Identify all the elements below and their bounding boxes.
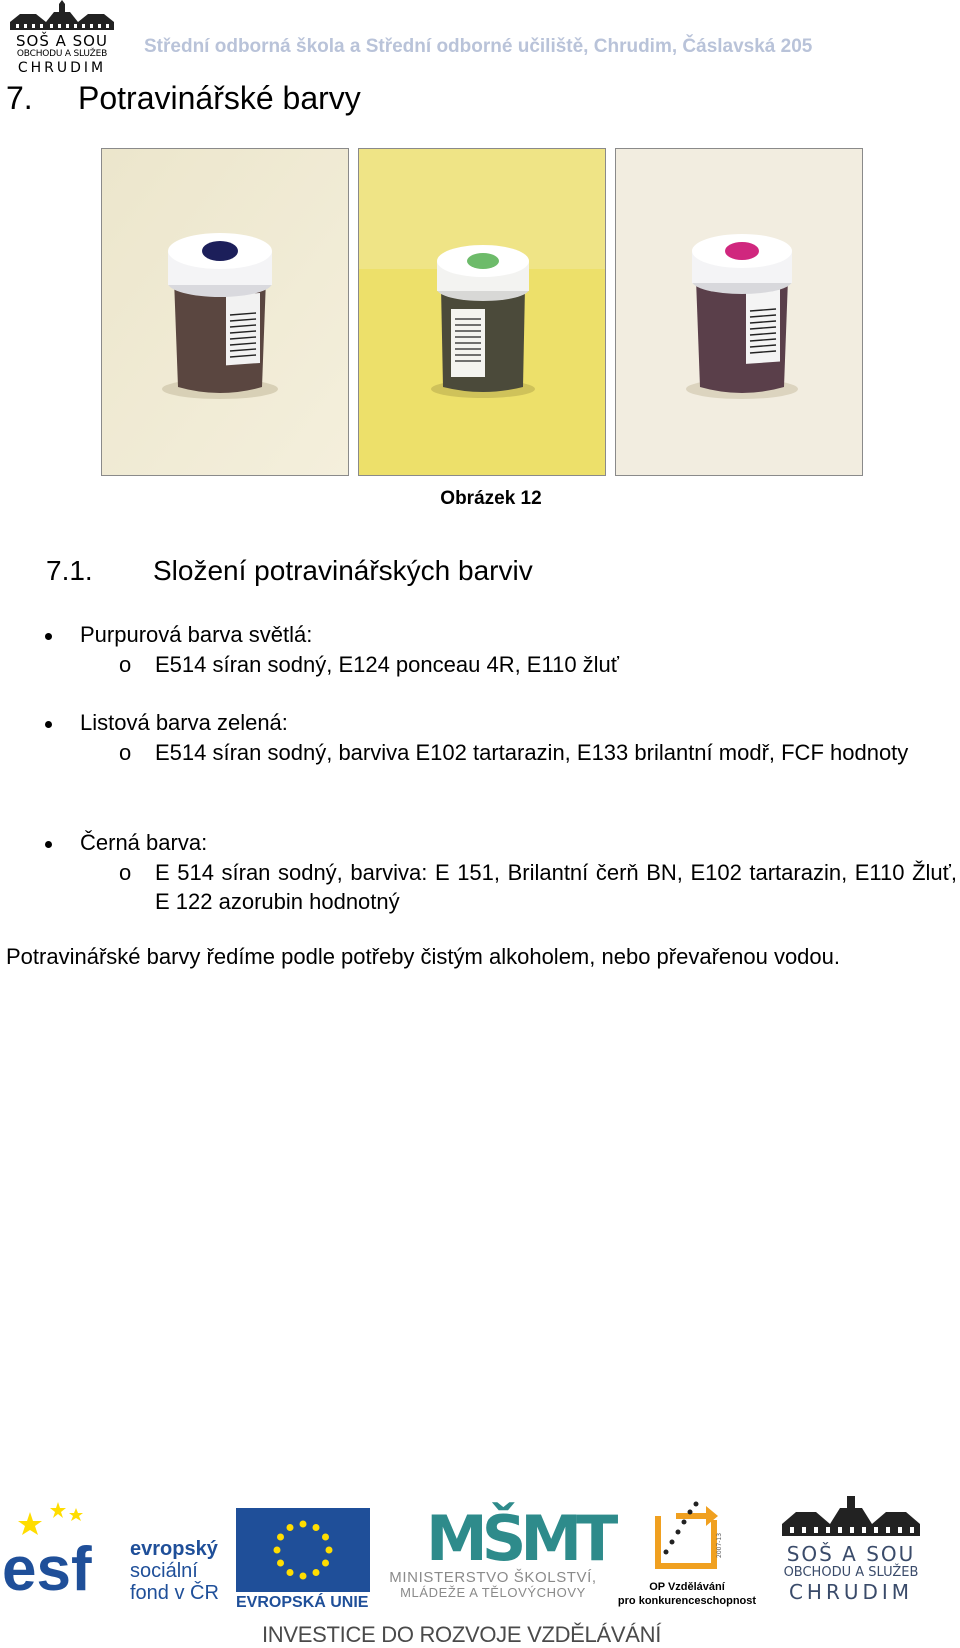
esf-logo bbox=[0, 1490, 230, 1610]
esf-logo-text: esf bbox=[2, 1535, 92, 1604]
op-label bbox=[612, 1580, 762, 1608]
esf-line-2: sociální bbox=[130, 1560, 198, 1582]
chapter-heading bbox=[6, 80, 361, 117]
bullet-icon bbox=[45, 841, 52, 848]
ingredient-item-green bbox=[0, 710, 960, 767]
figure-caption: Obrázek 12 bbox=[440, 488, 542, 509]
sub-bullet-icon: o bbox=[119, 652, 132, 677]
msmt-icon bbox=[420, 1492, 613, 1575]
sos-footer-logo bbox=[776, 1494, 926, 1542]
chapter-number: 7. bbox=[6, 80, 33, 116]
photo-green-paste-jar bbox=[358, 148, 606, 476]
sub-bullet-icon: o bbox=[119, 860, 132, 885]
bullet-icon bbox=[45, 633, 52, 640]
dilution-paragraph: Potravinářské barvy ředíme podle potřeby čistým alkoholem, nebo převařenou vodou. bbox=[6, 944, 841, 969]
sos-footer-line-1: SOŠ A SOU bbox=[786, 1542, 916, 1566]
msmt-label bbox=[378, 1570, 608, 1600]
section-number: 7.1. bbox=[46, 555, 93, 586]
sos-footer-label bbox=[776, 1544, 926, 1603]
sub-bullet-icon: o bbox=[119, 740, 132, 765]
op-logo bbox=[648, 1496, 728, 1576]
op-line-1: OP Vzdělávání bbox=[649, 1581, 725, 1593]
castle-icon bbox=[6, 2, 118, 32]
logo-line-1: SOŠ A SOU bbox=[16, 32, 108, 50]
op-years: 2007-13 bbox=[716, 1532, 723, 1558]
school-name: Střední odborná škola a Střední odborné učiliště, Chrudim, Čáslavská 205 bbox=[144, 36, 813, 57]
esf-line-1: evropský bbox=[130, 1538, 218, 1560]
eu-flag bbox=[236, 1508, 370, 1592]
section-heading bbox=[46, 555, 533, 587]
castle-icon bbox=[776, 1494, 926, 1540]
photo-purple-paste-jar bbox=[615, 148, 863, 476]
bullet-icon bbox=[45, 721, 52, 728]
ingredient-detail: E 514 síran sodný, barviva: E 151, Brilantní čerň BN, E102 tartarazin, E110 Žluť, E 122 azorubin hodnotný bbox=[155, 860, 957, 914]
op-line-2: pro konkurenceschopnost bbox=[617, 1595, 757, 1607]
ingredient-detail: E514 síran sodný, E124 ponceau 4R, E110 žluť bbox=[155, 652, 620, 677]
ingredient-detail: E514 síran sodný, barviva E102 tartarazin, E133 brilantní modř, FCF hodnoty bbox=[155, 740, 909, 765]
eu-label: EVROPSKÁ UNIE bbox=[236, 1594, 369, 1611]
logo-line-3: CHRUDIM bbox=[17, 60, 107, 76]
logo-line-2: OBCHODU A SLUŽEB bbox=[16, 49, 108, 59]
ingredient-name: Purpurová barva světlá: bbox=[80, 622, 313, 647]
op-icon bbox=[648, 1496, 728, 1576]
msmt-line-1: MINISTERSTVO ŠKOLSTVÍ, bbox=[389, 1569, 597, 1586]
ingredient-name: Listová barva zelená: bbox=[80, 710, 288, 735]
msmt-logo-text: MŠMT bbox=[426, 1502, 613, 1575]
msmt-logo bbox=[420, 1492, 613, 1575]
sos-footer-line-2: OBCHODU A SLUŽEB bbox=[783, 1565, 919, 1580]
footer-logos bbox=[0, 1490, 960, 1648]
esf-label bbox=[130, 1538, 219, 1604]
ingredient-item-purple bbox=[0, 622, 960, 679]
section-title: Složení potravinářských barviv bbox=[153, 555, 533, 586]
ingredient-item-black bbox=[0, 830, 960, 916]
footer-tagline: INVESTICE DO ROZVOJE VZDĚLÁVÁNÍ bbox=[262, 1622, 662, 1647]
eu-flag-icon bbox=[236, 1508, 370, 1592]
school-logo bbox=[4, 2, 120, 80]
sos-footer-line-3: CHRUDIM bbox=[788, 1580, 914, 1604]
esf-line-3: fond v ČR bbox=[130, 1582, 219, 1604]
ingredient-name: Černá barva: bbox=[80, 830, 208, 855]
esf-icon bbox=[0, 1490, 130, 1604]
photo-black-paste-jar bbox=[101, 148, 349, 476]
chapter-title: Potravinářské barvy bbox=[78, 80, 361, 116]
msmt-line-2: MLÁDEŽE A TĚLOVÝCHOVY bbox=[400, 1585, 586, 1600]
